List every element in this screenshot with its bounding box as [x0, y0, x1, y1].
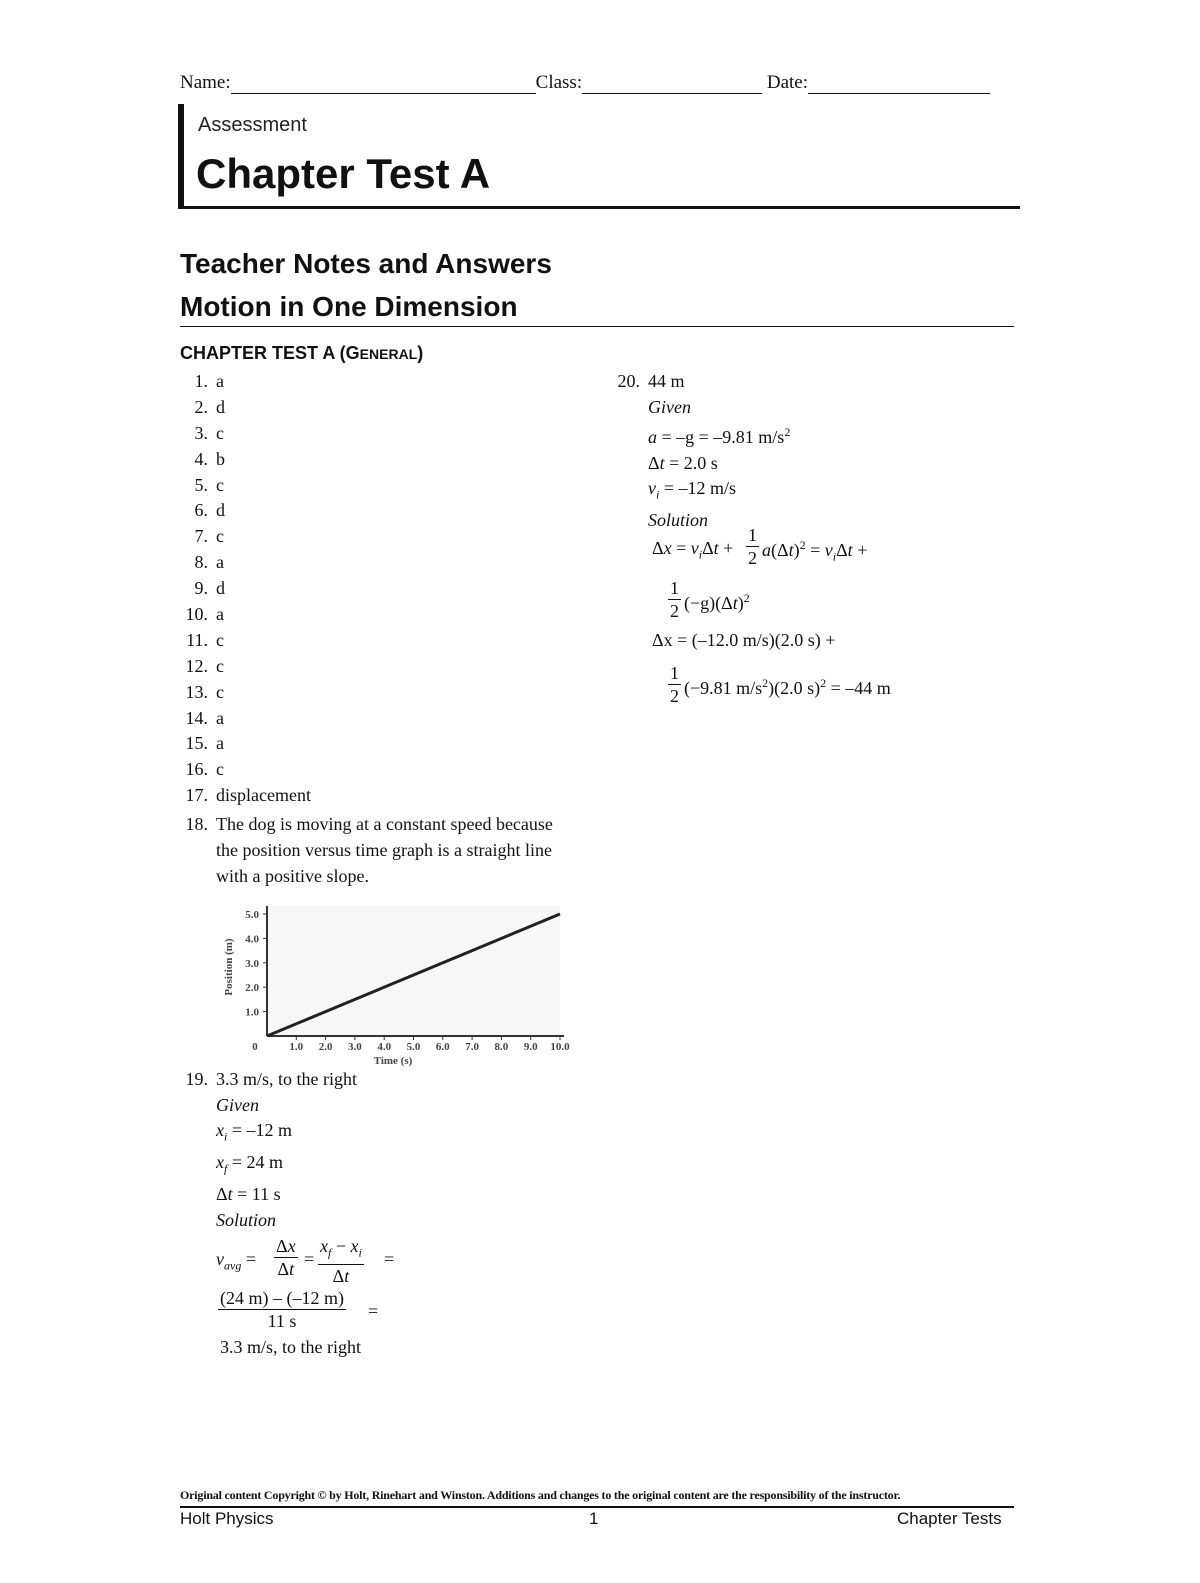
x-axis-label: Time (s): [373, 1055, 413, 1067]
displacement-equation-2: $\frac{1}{2}$ $(-g)(\Delta t)^2$: [670, 578, 750, 621]
x-tick-label: 10.0: [550, 1041, 570, 1053]
given-label: Given: [216, 1094, 259, 1115]
topic-heading: Motion in One Dimension: [180, 291, 518, 322]
page-number: 1: [589, 1509, 599, 1528]
answer-20-body: [648, 369, 1028, 534]
answer-18-text: The dog is moving at a constant speed because the position versus time graph is a straight line with a positive slope.: [216, 814, 553, 886]
given-a: a = –g = –9.81 $m/s^2$: [648, 425, 791, 447]
answer-item: 6. d: [194, 500, 225, 521]
assessment-label: Assessment: [198, 114, 307, 136]
y-axis-label: Position (m): [223, 938, 235, 996]
section-heading: CHAPTER TEST A (GENERAL): [180, 343, 424, 363]
name-label: Name:: [180, 72, 231, 93]
heading-divider: [180, 326, 1014, 327]
given-label-20: Given: [648, 396, 691, 417]
answer-19-body: [216, 1067, 596, 1361]
x-tick-label: 6.0: [435, 1041, 450, 1053]
y-tick-label: 4.0: [245, 933, 259, 946]
x-tick-label: 9.0: [523, 1041, 538, 1053]
answer-18: 18. The dog is moving at a constant speed because the position versus time graph is a straight line with a positive slope.: [180, 811, 208, 837]
displacement-equation-4: $\frac{1}{2}$ (−9.81 $m/s^2)(2.0$ s)$^2$ = –44 m: [670, 663, 891, 706]
teacher-notes-heading: Teacher Notes and Answers: [180, 248, 552, 279]
answer-item: 17. displacement: [185, 785, 311, 806]
given-dt: Δt = 11 s: [216, 1184, 281, 1205]
answer-item: 1. a: [194, 371, 224, 391]
x-tick-labels: [252, 1036, 570, 1053]
x-tick-label: 7.0: [465, 1041, 479, 1053]
given-vi: $v_i = -12$ m/s: [648, 478, 737, 502]
solution-label-20: Solution: [648, 510, 709, 531]
student-info-line: [180, 72, 1010, 94]
given-dt-20: Δt = 2.0 s: [648, 452, 718, 473]
y-tick-label: 3.0: [245, 957, 259, 970]
footer-right: Chapter Tests: [897, 1509, 1002, 1528]
x-tick-label: 2.0: [318, 1041, 333, 1053]
given-xi: $x_i = -12$ m: [216, 1120, 292, 1144]
name-field[interactable]: [231, 75, 536, 94]
answer-item: 12. c: [185, 655, 224, 676]
footer-divider: [180, 1506, 1014, 1508]
copyright-notice: Original content Copyright © by Holt, Rinehart and Winston. Additions and changes to the original content are the responsibility of the instructor.: [180, 1488, 901, 1502]
answer-item: 11. c: [186, 629, 224, 650]
answer-item: 15. a: [185, 733, 224, 754]
answer-list: [180, 369, 600, 809]
vavg-equation: $v_{avg}$ = $\frac{\Delta x}{\Delta t}$ = $\frac{x_f - x_i}{\Delta t}$ =: [216, 1236, 395, 1286]
class-field[interactable]: [582, 75, 762, 94]
y-tick-label: 5.0: [245, 909, 259, 921]
given-xf: $x_f = 24$ m: [216, 1152, 283, 1176]
displacement-equation-1: $\Delta x = v_i\Delta t$ + $\frac{1}{2}$ $a(\Delta t)^2 = v_i\Delta t$ +: [652, 525, 868, 568]
x-tick-label: 3.0: [348, 1041, 362, 1053]
x-tick-label: 8.0: [494, 1041, 509, 1053]
answer-20: 20. 44 m Given a = –g = –9.81 $m/s^2$ Δt = 2.0 s $v_i = -12$ m/s Solution: [612, 369, 1012, 395]
solution-label: Solution: [216, 1209, 277, 1230]
position-time-graph: [215, 892, 580, 1067]
answer-item: 8. a: [194, 552, 224, 573]
answer-19-result: 3.3 m/s, to the right: [216, 1069, 357, 1089]
y-tick-label: 2.0: [245, 982, 259, 995]
answer-19: 19. 3.3 m/s, to the right Given $x_i = -12$ m $x_f = 24$ m Δt = 11 s Solution $v_{avg}$ = $\frac{\Delta x}{\Delta t}$ = $\frac{x_f - x_i}{\Delta t}$ = $\frac{(24 m) - (-12 m)}{11 s}$ = 3.3 m/s, to the right: [180, 1067, 600, 1093]
answer-item: 10. a: [185, 604, 224, 625]
answer-item: 7. c: [194, 526, 224, 547]
answer-20-result: 44 m: [648, 371, 685, 391]
answer-item: 5. c: [194, 474, 224, 495]
class-label: Class:: [535, 72, 583, 93]
x-tick-label: 5.0: [406, 1041, 421, 1053]
y-tick-label: 1.0: [245, 1006, 259, 1019]
page-title: Chapter Test A: [196, 150, 491, 197]
assessment-banner: [178, 104, 1020, 209]
answer-item: 13. c: [185, 681, 224, 702]
x-tick-label: 4.0: [377, 1041, 392, 1053]
x-tick-label: 0: [252, 1041, 258, 1053]
date-label: Date:: [766, 72, 809, 93]
answer-item: 9. d: [194, 578, 225, 599]
y-tick-labels: [245, 909, 267, 1019]
answer-item: 4. b: [194, 448, 225, 469]
footer-left: Holt Physics: [180, 1509, 274, 1528]
answer-item: 16. c: [185, 759, 224, 780]
date-field[interactable]: [808, 75, 990, 94]
answer-item: 2. d: [194, 396, 225, 417]
x-tick-label: 1.0: [289, 1041, 304, 1053]
answer-item: 14. a: [185, 707, 224, 728]
answer-item: 3. c: [194, 422, 224, 443]
displacement-equation-3: Δx = (–12.0 m/s)(2.0 s) +: [652, 630, 836, 650]
substitution-equation: $\frac{(24 m) - (-12 m)}{11 s}$ =: [220, 1288, 379, 1332]
answer-19-final: 3.3 m/s, to the right: [220, 1337, 361, 1358]
